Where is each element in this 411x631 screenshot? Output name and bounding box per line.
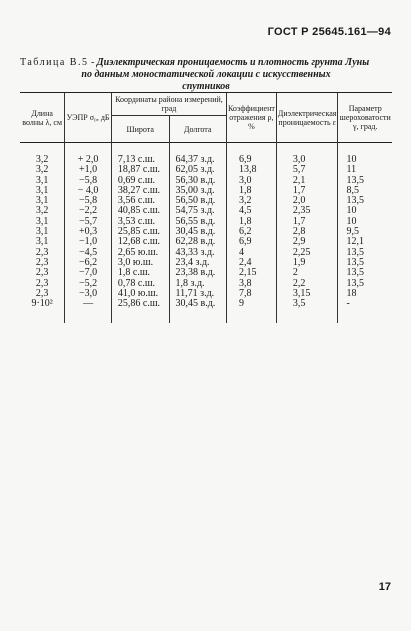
cell-roughness: 18 bbox=[338, 289, 392, 299]
cell-roughness: - bbox=[338, 299, 392, 323]
cell-coefficient: 3,0 bbox=[226, 176, 276, 186]
cell-longitude: 1,8 з.д. bbox=[169, 279, 226, 289]
header-longitude: Долгота bbox=[169, 116, 226, 143]
data-table-wrap bbox=[20, 92, 392, 323]
cell-coefficient: 9 bbox=[226, 299, 276, 323]
cell-dielectric: 2,9 bbox=[276, 237, 338, 247]
caption-dash: - bbox=[90, 57, 95, 68]
cell-dielectric: 2,8 bbox=[276, 227, 338, 237]
cell-longitude: 23,38 в.д. bbox=[169, 268, 226, 278]
table-row bbox=[20, 299, 392, 323]
cell-dielectric: 2,0 bbox=[276, 196, 338, 206]
cell-roughness: 10 bbox=[338, 143, 392, 166]
cell-latitude: 2,65 ю.ш. bbox=[111, 248, 169, 258]
header-uepr: УЭПР σ₀, дБ bbox=[65, 93, 112, 143]
cell-roughness: 10 bbox=[338, 217, 392, 227]
table-body bbox=[20, 143, 392, 324]
cell-coefficient: 4,5 bbox=[226, 206, 276, 216]
cell-coefficient: 1,8 bbox=[226, 186, 276, 196]
caption-line-1: Диэлектрическая проницаемость и плотность грунта Луны bbox=[96, 57, 370, 68]
cell-coefficient: 6,9 bbox=[226, 237, 276, 247]
cell-coefficient: 3,2 bbox=[226, 196, 276, 206]
cell-latitude: 25,86 с.ш. bbox=[111, 299, 169, 323]
cell-longitude: 56,55 в.д. bbox=[169, 217, 226, 227]
cell-coefficient: 6,2 bbox=[226, 227, 276, 237]
cell-uepr: — bbox=[65, 299, 112, 323]
cell-longitude: 62,28 в.д. bbox=[169, 237, 226, 247]
cell-latitude: 25,85 с.ш. bbox=[111, 227, 169, 237]
cell-roughness: 12,1 bbox=[338, 237, 392, 247]
cell-uepr: −4,5 bbox=[65, 248, 112, 258]
cell-longitude: 11,71 з.д. bbox=[169, 289, 226, 299]
cell-coefficient: 3,8 bbox=[226, 279, 276, 289]
cell-latitude: 0,78 с.ш. bbox=[111, 279, 169, 289]
header-coef: Коэффициент отражения ρ, % bbox=[226, 93, 276, 143]
cell-longitude: 30,45 в.д. bbox=[169, 299, 226, 323]
document-header: ГОСТ Р 25645.161—94 bbox=[267, 26, 391, 38]
cell-latitude: 3,0 ю.ш. bbox=[111, 258, 169, 268]
cell-uepr: +0,3 bbox=[65, 227, 112, 237]
cell-uepr: +1,0 bbox=[65, 165, 112, 175]
table-row bbox=[20, 143, 392, 166]
cell-coefficient: 13,8 bbox=[226, 165, 276, 175]
cell-dielectric: 5,7 bbox=[276, 165, 338, 175]
cell-latitude: 3,53 с.ш. bbox=[111, 217, 169, 227]
cell-wavelength: 2,3 bbox=[35, 267, 49, 279]
header-latitude: Широта bbox=[111, 116, 169, 143]
cell-dielectric: 1,7 bbox=[276, 217, 338, 227]
cell-latitude: 1,8 с.ш. bbox=[111, 268, 169, 278]
cell-wavelength: 3,1 bbox=[35, 195, 49, 207]
cell-latitude: 3,56 с.ш. bbox=[111, 196, 169, 206]
cell-latitude: 0,69 с.ш. bbox=[111, 176, 169, 186]
cell-dielectric: 1,7 bbox=[276, 186, 338, 196]
caption-line-2: по данным моностатической локации с искусственных bbox=[81, 69, 331, 80]
cell-latitude: 40,85 с.ш. bbox=[111, 206, 169, 216]
cell-uepr: −7,0 bbox=[65, 268, 112, 278]
cell-longitude: 56,50 в.д. bbox=[169, 196, 226, 206]
header-roughness: Параметр шероховатости γ, град. bbox=[338, 93, 392, 143]
cell-uepr: −5,8 bbox=[65, 176, 112, 186]
cell-roughness: 10 bbox=[338, 206, 392, 216]
cell-latitude: 41,0 ю.ш. bbox=[111, 289, 169, 299]
caption-line-3: спутников bbox=[182, 81, 230, 92]
cell-roughness: 9,5 bbox=[338, 227, 392, 237]
cell-dielectric: 2,25 bbox=[276, 248, 338, 258]
cell-latitude: 12,68 с.ш. bbox=[111, 237, 169, 247]
cell-dielectric: 2,2 bbox=[276, 279, 338, 289]
cell-coefficient: 4 bbox=[226, 248, 276, 258]
cell-longitude: 54,75 з.д. bbox=[169, 206, 226, 216]
cell-uepr: + 2,0 bbox=[65, 143, 112, 166]
cell-wavelength: 3,1 bbox=[35, 226, 49, 238]
cell-uepr: −6,2 bbox=[65, 258, 112, 268]
cell-wavelength: 2,3 bbox=[35, 277, 49, 289]
cell-roughness: 13,5 bbox=[338, 176, 392, 186]
cell-roughness: 13,5 bbox=[338, 196, 392, 206]
cell-uepr: −5,7 bbox=[65, 217, 112, 227]
cell-longitude: 23,4 з.д. bbox=[169, 258, 226, 268]
cell-dielectric: 2 bbox=[276, 268, 338, 278]
cell-wavelength: 2,3 bbox=[35, 246, 49, 258]
cell-longitude: 30,45 в.д. bbox=[169, 227, 226, 237]
page-number: 17 bbox=[378, 581, 391, 593]
data-table bbox=[20, 92, 392, 323]
header-coords: Координаты района измерений, град bbox=[111, 93, 226, 116]
cell-longitude: 62,05 з.д. bbox=[169, 165, 226, 175]
header-wavelength: Длина волны λ, см bbox=[20, 93, 65, 143]
cell-uepr: −5,2 bbox=[65, 279, 112, 289]
cell-uepr: −1,0 bbox=[65, 237, 112, 247]
cell-uepr: − 4,0 bbox=[65, 186, 112, 196]
cell-coefficient: 7,8 bbox=[226, 289, 276, 299]
cell-wavelength: 3,1 bbox=[35, 174, 49, 186]
cell-dielectric: 2,35 bbox=[276, 206, 338, 216]
cell-roughness: 13,5 bbox=[338, 248, 392, 258]
cell-latitude: 7,13 с.ш. bbox=[111, 143, 169, 166]
cell-wavelength: 3,1 bbox=[35, 236, 49, 248]
cell-wavelength: 2,3 bbox=[35, 287, 49, 299]
cell-longitude: 56,30 в.д. bbox=[169, 176, 226, 186]
cell-wavelength: 2,3 bbox=[35, 256, 49, 268]
cell-wavelength: 3,1 bbox=[35, 184, 49, 196]
cell-uepr: −2,2 bbox=[65, 206, 112, 216]
cell-coefficient: 1,8 bbox=[226, 217, 276, 227]
cell-roughness: 13,5 bbox=[338, 268, 392, 278]
cell-dielectric: 3,0 bbox=[276, 143, 338, 166]
cell-longitude: 43,33 з.д. bbox=[169, 248, 226, 258]
cell-longitude: 64,37 з.д. bbox=[169, 143, 226, 166]
cell-dielectric: 1,9 bbox=[276, 258, 338, 268]
cell-longitude: 35,00 з.д. bbox=[169, 186, 226, 196]
cell-wavelength: 3,2 bbox=[35, 205, 49, 217]
cell-dielectric: 3,15 bbox=[276, 289, 338, 299]
table-caption bbox=[20, 57, 392, 93]
header-dielectric: Диэлектрическая проницаемость ε bbox=[276, 93, 338, 143]
table-label: Таблица В.5 bbox=[20, 57, 89, 68]
cell-roughness: 13,5 bbox=[338, 258, 392, 268]
cell-roughness: 8,5 bbox=[338, 186, 392, 196]
cell-coefficient: 2,15 bbox=[226, 268, 276, 278]
cell-roughness: 13,5 bbox=[338, 279, 392, 289]
cell-uepr: −3,0 bbox=[65, 289, 112, 299]
cell-coefficient: 2,4 bbox=[226, 258, 276, 268]
table-row bbox=[20, 268, 392, 278]
cell-latitude: 18,87 с.ш. bbox=[111, 165, 169, 175]
cell-dielectric: 3,5 bbox=[276, 299, 338, 323]
cell-wavelength: 9·10² bbox=[31, 298, 53, 310]
cell-wavelength: 3,2 bbox=[35, 154, 49, 165]
cell-uepr: −5,8 bbox=[65, 196, 112, 206]
cell-dielectric: 2,1 bbox=[276, 176, 338, 186]
cell-roughness: 11 bbox=[338, 165, 392, 175]
cell-wavelength: 3,1 bbox=[35, 215, 49, 227]
cell-latitude: 38,27 с.ш. bbox=[111, 186, 169, 196]
cell-wavelength: 3,2 bbox=[35, 164, 49, 176]
cell-coefficient: 6,9 bbox=[226, 143, 276, 166]
